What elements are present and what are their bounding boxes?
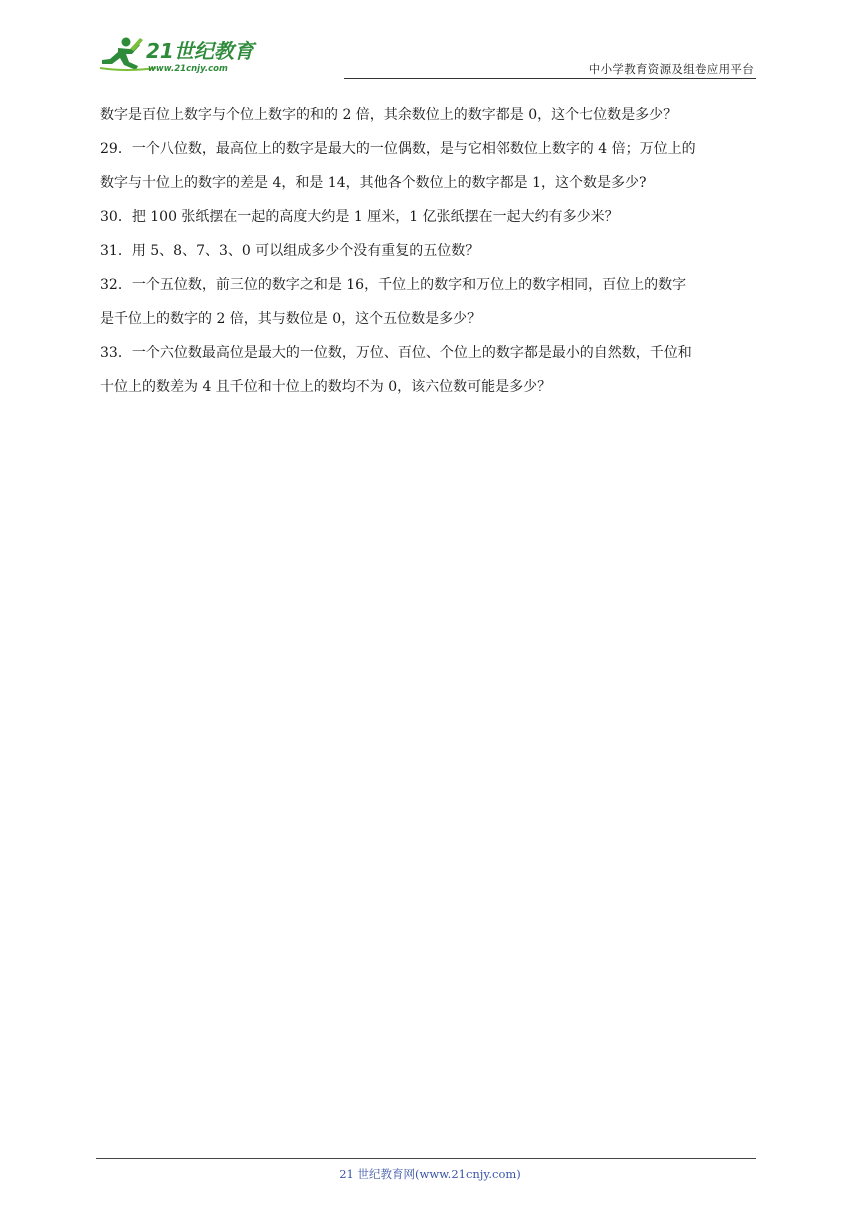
question-line: 31．用 5、8、7、3、0 可以组成多少个没有重复的五位数？ — [100, 243, 480, 259]
runner-logo-icon — [96, 34, 266, 76]
header-divider — [344, 78, 756, 79]
question-line: 33．一个六位数最高位是最大的一位数，万位、百位、个位上的数字都是最小的自然数，千位和 — [100, 345, 692, 361]
footer-divider — [96, 1158, 756, 1159]
logo — [96, 34, 266, 76]
platform-name: 中小学教育资源及组卷应用平台 — [588, 62, 754, 76]
logo-url: www.21cnjy.com — [148, 64, 228, 74]
question-line: 数字是百位上数字与个位上数字的和的 2 倍，其余数位上的数字都是 0，这个七位数是多少？ — [100, 107, 678, 123]
page-header — [96, 30, 756, 78]
footer-link[interactable]: 21 世纪教育网(www.21cnjy.com) — [339, 1167, 521, 1181]
question-line: 是千位上的数字的 2 倍，其与数位是 0，这个五位数是多少？ — [100, 311, 482, 327]
question-line: 32．一个五位数，前三位的数字之和是 16，千位上的数字和万位上的数字相同，百位上的数字 — [100, 277, 687, 293]
logo-text: 21世纪教育 — [146, 39, 254, 63]
question-list — [100, 102, 760, 408]
question-line: 十位上的数差为 4 且千位和十位上的数均不为 0，该六位数可能是多少？ — [100, 379, 552, 395]
question-line: 数字与十位上的数字的差是 4，和是 14，其他各个数位上的数字都是 1，这个数是多少? — [100, 175, 647, 191]
question-line: 29．一个八位数，最高位上的数字是最大的一位偶数，是与它相邻数位上数字的 4 倍；万位上的 — [100, 141, 696, 157]
question-line: 30．把 100 张纸摆在一起的高度大约是 1 厘米，1 亿张纸摆在一起大约有多少米？ — [100, 209, 619, 225]
